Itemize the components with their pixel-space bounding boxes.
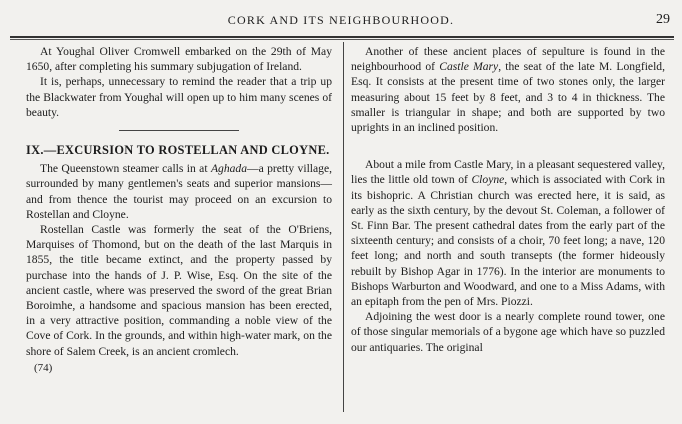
column-divider: [343, 42, 344, 412]
running-head: [0, 13, 682, 31]
place-aghada: Aghada: [210, 162, 248, 176]
folio-note: (74): [34, 361, 53, 374]
paragraph-castle-mary-end: , the seat of the late M. Longfield, Esq. It consists at the present time of two stones only, the larger measuring about 15 feet by 8 feet, and 3 to 4 in thickness. The smaller is triangular in shape; and both are supported by two uprights in an inclined position.: [351, 60, 665, 135]
paragraph-cloyne: [351, 157, 665, 309]
paragraph-aghada-end: —a pretty village, surrounded by many gentlemen's seats and superior mansions—and from thence the tourist may proceed on an excursion to Rostellan and Cloyne.: [26, 162, 332, 221]
paragraph-aghada: [26, 161, 332, 222]
page-number: 29: [656, 12, 670, 27]
right-column: [351, 44, 665, 355]
place-cloyne: Cloyne: [471, 173, 505, 187]
paragraph-castle-mary-start: Another of these ancient places of sepulture is found in the neighbourhood of: [351, 45, 665, 74]
paragraph-cloyne-end: , which is associated with Cork in its bishopric. A Christian church was erected here, it is said, as early as the sixth century, by the devout St. Coleman, a follower of St. Finn Bar. The present cathedral dates from the early part of the sixteenth century; and consists of a choir, 70 feet long; a nave, 120 feet long; and north and south transepts (the former hideously rebuilt by Bishop Agar in 1776). In the interior are monuments to Bishops Warburton and Woodward, and one to a Miss Adams, with an epitaph from the pen of Mrs. Piozzi.: [351, 173, 665, 309]
paragraph-castle-mary: [351, 44, 665, 135]
paragraph-cloyne-start: About a mile from Castle Mary, in a pleasant sequestered valley, lies the little old town of: [351, 158, 665, 187]
left-column: [26, 44, 332, 376]
section-rule: [119, 130, 239, 131]
paragraph-rostellan: Rostellan Castle was formerly the seat of the O'Briens, Marquises of Thomond, but on the death of the last Marquis in 1855, the title became extinct, and the property passed by purchase into the hands of J. P. Wise, Esq. On the site of the ancient castle, where was preserved the sword of the great Brian Boroimhe, a handsome and spacious mansion has been erected, in a very attractive position, commanding a noble view of the Cove of Cork. In the grounds, and within high-water mark, on the shore of Salem Creek, is an ancient cromlech.: [26, 223, 332, 358]
section-heading: IX.—EXCURSION TO ROSTELLAN AND CLOYNE.: [26, 143, 330, 158]
place-castle-mary: Castle Mary: [439, 60, 499, 74]
header-rule: [10, 36, 674, 40]
running-title: CORK AND ITS NEIGHBOURHOOD.: [227, 13, 455, 27]
paragraph-aghada-start: The Queenstown steamer calls in at: [40, 162, 211, 176]
paragraph-cromwell: At Youghal Oliver Cromwell embarked on the 29th of May 1650, after completing his summary subjugation of Ireland.: [26, 45, 332, 74]
paragraph-round-tower: Adjoining the west door is a nearly complete round tower, one of those singular memorials of a bygone age which have so puzzled our antiquaries. The original: [351, 310, 665, 354]
paragraph-blackwater: It is, perhaps, unnecessary to remind the reader that a trip up the Blackwater from Youghal will open up to him many scenes of beauty.: [26, 75, 332, 119]
